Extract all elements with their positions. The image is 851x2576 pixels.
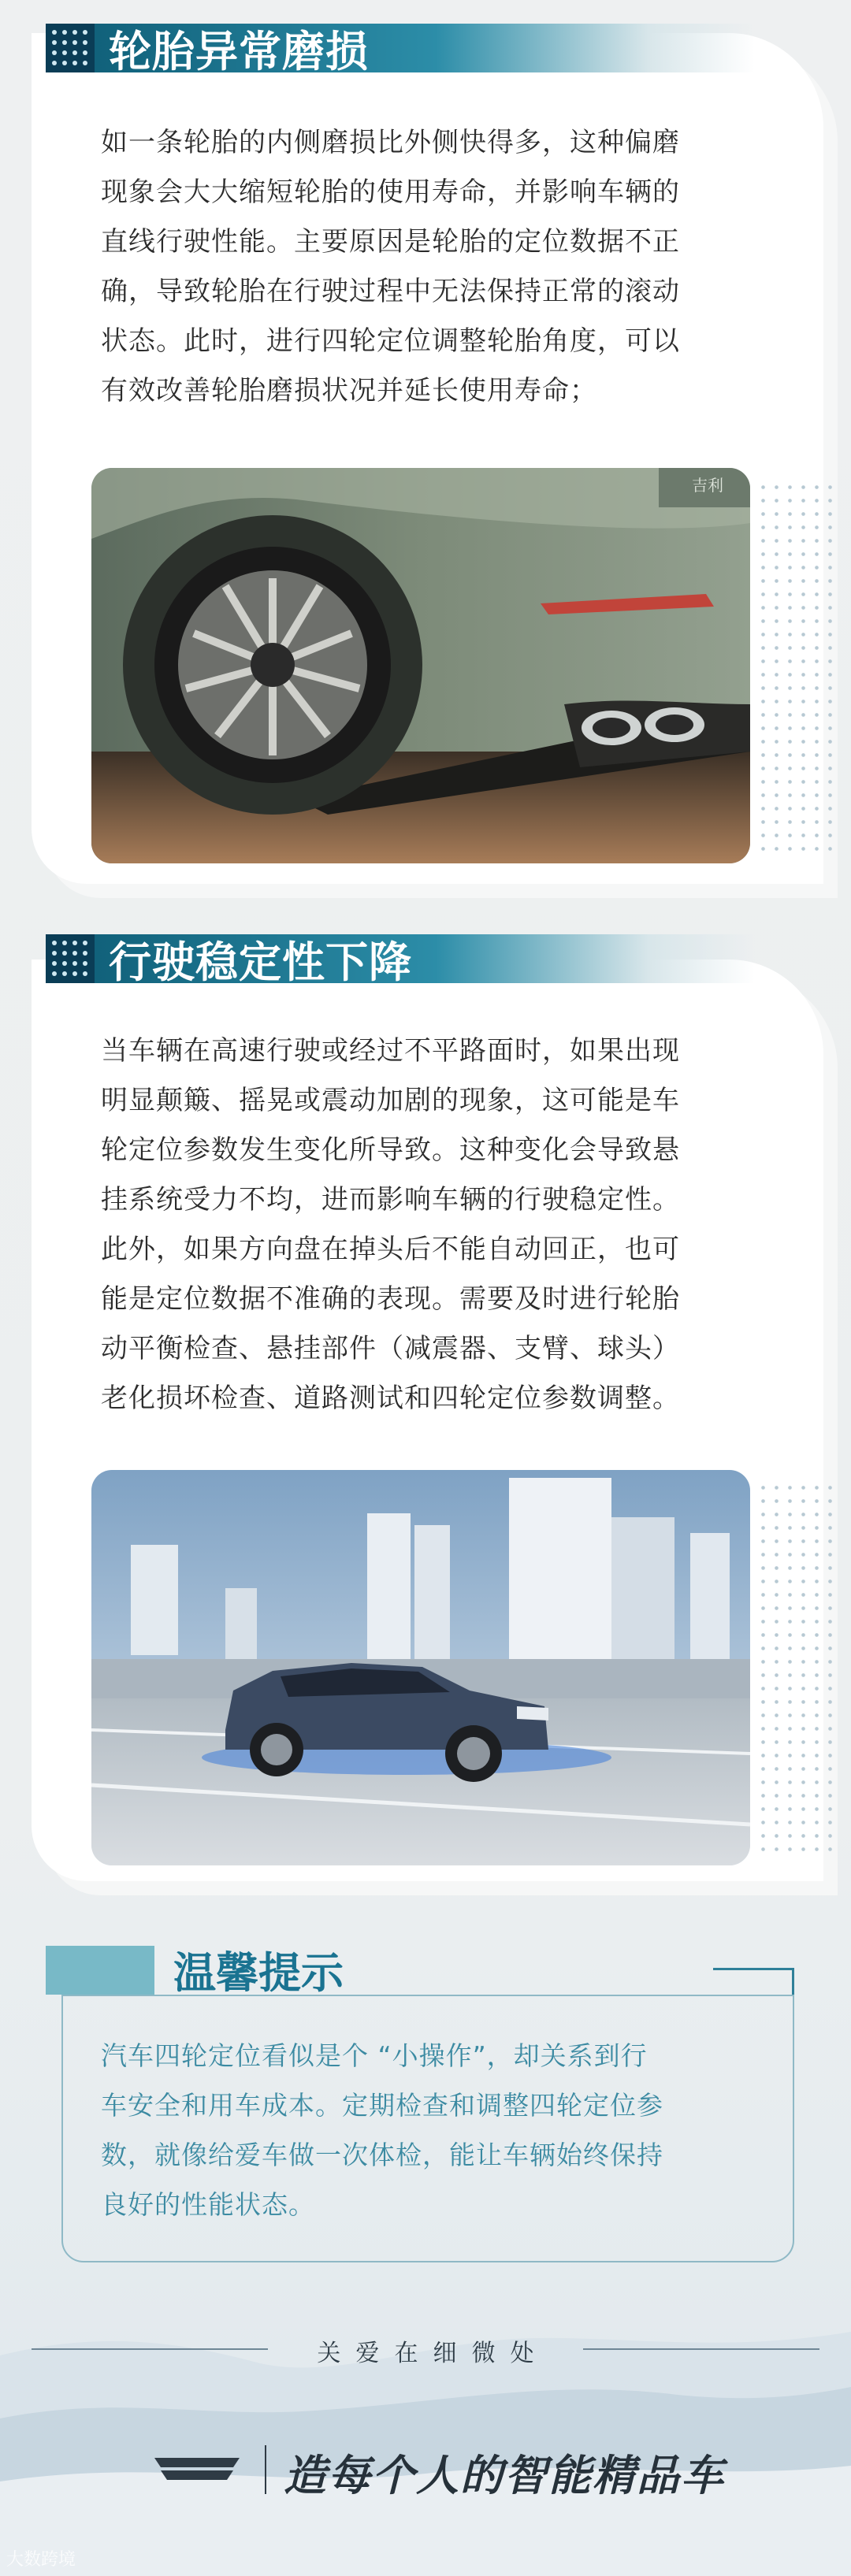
decor-dot-grid	[756, 1481, 835, 1859]
dot	[52, 61, 57, 65]
dot	[52, 941, 57, 945]
dot	[83, 30, 87, 35]
car-badge: 吉利	[692, 476, 723, 495]
car-rear-wheel-photo	[91, 468, 750, 863]
dot	[72, 40, 77, 45]
dot	[62, 951, 67, 956]
paragraph-line: 此外，如果方向盘在掉头后不能自动回正，也可	[101, 1234, 680, 1265]
section2-title: 行驶稳定性下降	[109, 937, 412, 987]
dots-icon	[46, 934, 95, 983]
paragraph-line: 能是定位数据不准确的表现。需要及时进行轮胎	[101, 1283, 680, 1315]
dot	[83, 961, 87, 966]
footer-vertical-divider	[265, 2445, 266, 2494]
dot	[72, 50, 77, 55]
paragraph-line: 直线行驶性能。主要原因是轮胎的定位数据不正	[101, 226, 680, 258]
dot	[83, 40, 87, 45]
dot	[62, 30, 67, 35]
geely-logo-icon	[150, 2453, 244, 2485]
decor-dot-grid	[756, 481, 835, 851]
tip-header-block	[46, 1946, 154, 1995]
paragraph-line: 有效改善轮胎磨损状况并延长使用寿命；	[101, 375, 597, 406]
dot	[83, 951, 87, 956]
dot	[72, 30, 77, 35]
dot	[83, 50, 87, 55]
dot	[72, 61, 77, 65]
tip-line: 车安全和用车成本。定期检查和调整四轮定位参	[101, 2090, 663, 2121]
dot	[62, 941, 67, 945]
dot	[72, 961, 77, 966]
dot	[72, 941, 77, 945]
section1-title: 轮胎异常磨损	[109, 26, 369, 76]
dot	[83, 941, 87, 945]
tip-corner-line	[713, 1968, 794, 1995]
section2-title-bar	[46, 934, 755, 987]
watermark-text: 大数跨境	[6, 2550, 76, 2570]
suv-city-photo	[91, 1470, 750, 1865]
dot	[52, 30, 57, 35]
section1-title-bar	[46, 24, 755, 76]
tip-line: 良好的性能状态。	[101, 2189, 315, 2220]
dot	[62, 961, 67, 966]
footer-care-text: 关 爱 在 细 微 处	[317, 2340, 534, 2367]
paragraph-line: 轮定位参数发生变化所导致。这种变化会导致悬	[101, 1134, 680, 1166]
dot	[52, 50, 57, 55]
footer-slogan: 造每个人的智能精品车	[284, 2450, 725, 2500]
paragraph-line: 动平衡检查、悬挂部件（减震器、支臂、球头）	[101, 1333, 680, 1364]
dot	[52, 971, 57, 976]
dot	[62, 50, 67, 55]
dot	[52, 40, 57, 45]
paragraph-line: 状态。此时，进行四轮定位调整轮胎角度，可以	[101, 325, 680, 357]
footer-divider-right	[583, 2348, 819, 2350]
paragraph-line: 明显颠簸、摇晃或震动加剧的现象，这可能是车	[101, 1085, 680, 1116]
paragraph-line: 当车辆在高速行驶或经过不平路面时，如果出现	[101, 1035, 680, 1067]
tip-line: 汽车四轮定位看似是个 “小操作”，却关系到行	[101, 2040, 648, 2071]
dot	[62, 40, 67, 45]
dot	[52, 961, 57, 966]
dot	[52, 951, 57, 956]
dot	[72, 951, 77, 956]
footer-mountains	[0, 2285, 851, 2576]
paragraph-line: 确，导致轮胎在行驶过程中无法保持正常的滚动	[101, 276, 680, 307]
paragraph-line: 老化损坏检查、道路测试和四轮定位参数调整。	[101, 1383, 680, 1414]
dot	[83, 971, 87, 976]
footer-divider-left	[32, 2348, 268, 2350]
dot	[62, 61, 67, 65]
tip-line: 数，就像给爱车做一次体检，能让车辆始终保持	[101, 2140, 663, 2170]
tip-title: 温馨提示	[173, 1948, 344, 1998]
watermark	[6, 2546, 76, 2570]
dot	[62, 971, 67, 976]
dots-icon	[46, 24, 95, 72]
paragraph-line: 现象会大大缩短轮胎的使用寿命，并影响车辆的	[101, 176, 680, 208]
paragraph-line: 挂系统受力不均，进而影响车辆的行驶稳定性。	[101, 1184, 680, 1216]
dot	[72, 971, 77, 976]
dot	[83, 61, 87, 65]
paragraph-line: 如一条轮胎的内侧磨损比外侧快得多，这种偏磨	[101, 127, 680, 158]
